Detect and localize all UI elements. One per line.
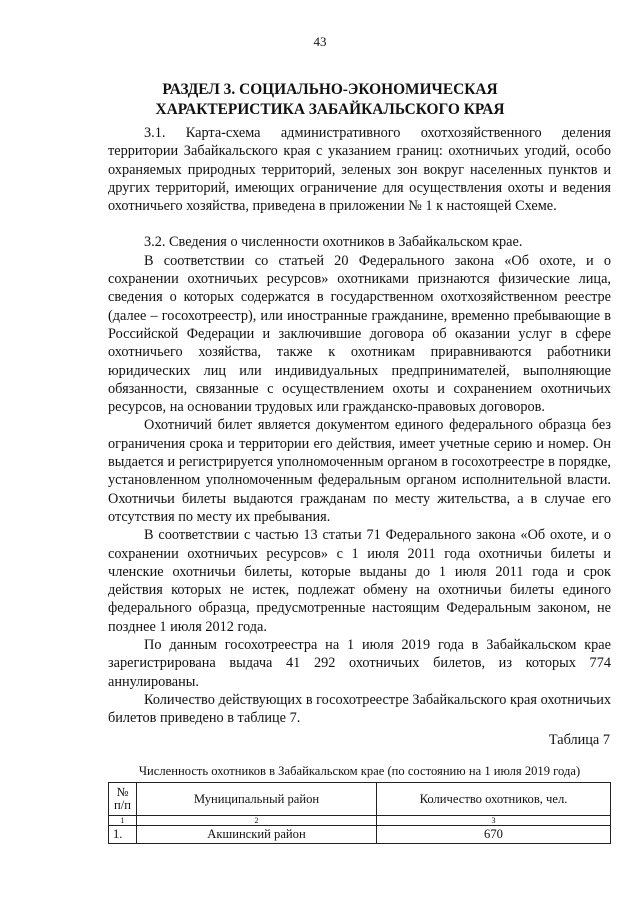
paragraph-registry-stats: По данным госохотреестра на 1 июля 2019 года в Забайкальском крае зарегистрирована выдача 41 292 охотничьих билетов, из которых 774 аннулированы.	[108, 637, 611, 690]
table-caption: Численность охотников в Забайкальском крае (по состоянию на 1 июля 2019 года)	[138, 764, 581, 778]
table-index-row	[109, 816, 611, 826]
table-row	[109, 826, 611, 844]
hunters-table	[108, 782, 611, 844]
header-number	[109, 783, 137, 816]
table-label: Таблица 7	[548, 732, 610, 748]
paragraph-3-1: 3.1. Карта-схема административного охотхозяйственного деления территории Забайкальского края с указанием границ: охотничьих угодий, особо охраняемых природных территорий, зеленых зон вокруг населенных пунктов и других территорий, имеющих ограничение для осуществления охоты и ведения охотничьего хозяйства, приведена в приложении № 1 к настоящей Схеме.	[108, 125, 611, 215]
section-heading-line-2: ХАРАКТЕРИСТИКА ЗАБАЙКАЛЬСКОГО КРАЯ	[155, 101, 505, 118]
row-count: 670	[377, 826, 611, 844]
index-cell-3: 3	[377, 816, 611, 826]
body-text	[108, 124, 611, 728]
section-heading	[60, 80, 600, 120]
row-district: Акшинский район	[137, 826, 377, 844]
header-number-symbol: №	[116, 785, 129, 799]
page-number: 43	[313, 34, 327, 49]
section-heading-line-1: РАЗДЕЛ 3. СОЦИАЛЬНО-ЭКОНОМИЧЕСКАЯ	[162, 81, 498, 98]
index-cell-1: 1	[109, 816, 137, 826]
paragraph-hunters-definition: В соответствии со статьей 20 Федерального закона «Об охоте, и о сохранении охотничьих ресурсов» охотниками признаются физические лица, сведения о которых содержатся в государственном охотхозяйственном реестре (далее – госохотреестр), или иностранные гражданине, временно пребывающие в Российской Федерации и заключившие договора об оказании услуг в сфере охотничьего хозяйства, также к охотникам приравниваются работники юридических лиц или индивидуальных предпринимателей, выполняющие обязанности, связанные с осуществлением охоты и сохранением охотничьих ресурсов, на основании трудовых или гражданско-правовых договоров.	[108, 252, 611, 416]
paragraph-ticket-exchange: В соответствии с частью 13 статьи 71 Федерального закона «Об охоте, и о сохранении охотничьих ресурсов» с 1 июля 2011 года охотничьи билеты и членские охотничьи билеты, которые выданы до 1 июля 2011 года и срок действия которых не истек, подлежат обмену на охотничьи билеты единого федерального образца, предусмотренные настоящим Федеральным законом, не позднее 1 июля 2012 года.	[108, 527, 611, 635]
header-number-abbr: п/п	[114, 798, 131, 812]
header-count: Количество охотников, чел.	[377, 783, 611, 816]
table-header-row	[109, 783, 611, 816]
header-district: Муниципальный район	[137, 783, 377, 816]
paragraph-hunting-ticket: Охотничий билет является документом единого федерального образца без ограничения срока и территории его действия, имеет учетные серию и номер. Он выдается и регистрируется уполномоченным органом в госохотреестре в порядке, установленном уполномоченным федеральным органом исполнительной власти. Охотничьи билеты выдаются гражданам по месту жительства, а в случае его отсутствия по месту их пребывания.	[108, 417, 611, 525]
row-number: 1.	[109, 826, 137, 844]
paragraph-3-2-title: 3.2. Сведения о численности охотников в Забайкальском крае.	[144, 234, 523, 251]
paragraph-table-reference: Количество действующих в госохотреестре Забайкальского края охотничьих билетов приведено в таблице 7.	[108, 691, 611, 727]
index-cell-2: 2	[137, 816, 377, 826]
